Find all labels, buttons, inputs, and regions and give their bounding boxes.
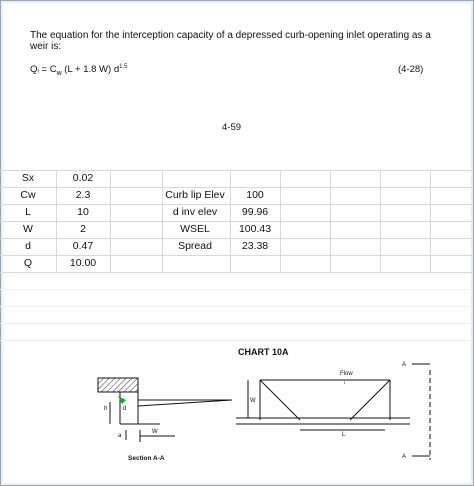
grid-line [0,323,472,324]
chart-10a-figure [0,340,472,480]
a-label-bottom: A [402,454,407,460]
section-label: Section A-A [128,455,165,462]
grid-line [380,170,381,272]
param-value[interactable]: 10.00 [69,257,97,269]
intro-text: The equation for the interception capacity of a depressed curb-opening inlet operating as a weir is: [30,30,431,52]
param-value[interactable]: 0.02 [72,172,94,184]
param-value[interactable]: 2 [80,223,86,235]
elev-label[interactable]: WSEL [180,223,210,235]
param-label[interactable]: Q [23,257,33,269]
a-small-label: a [118,433,122,439]
param-label[interactable]: Sx [21,172,35,184]
flow-label: Flow [340,371,353,377]
equation-rhs: (L + 1.8 W) d [61,64,120,76]
l-label: L [342,432,346,438]
elev-label[interactable]: Curb lip Elev [165,189,225,201]
w-small-label: W [152,429,158,435]
grid-line [280,170,281,272]
grid-line [0,272,472,273]
d-label: d [123,406,127,412]
grid-line [0,255,472,256]
equation-sub: w [56,70,62,78]
param-value[interactable]: 2.3 [75,189,91,201]
elev-label[interactable]: Spread [178,240,212,252]
grid-line [230,170,231,272]
grid-line [0,170,472,171]
grid-line [0,238,472,239]
plan-view-drawing [236,364,430,460]
param-value[interactable]: 0.47 [72,240,94,252]
grid-line [0,187,472,188]
param-label[interactable]: Cw [20,189,36,201]
green-arrow-icon [118,396,126,404]
elev-value[interactable]: 100 [246,189,264,201]
equation [30,64,127,77]
param-value[interactable]: 10 [77,206,89,218]
grid-line [0,306,472,307]
w-label: W [250,398,256,404]
grid-line [330,170,331,272]
grid-line [110,170,111,272]
param-label[interactable]: W [23,223,33,235]
equation-sup: 1.5 [119,64,128,70]
param-label[interactable]: d [25,240,31,252]
elev-value[interactable]: 99.96 [241,206,269,218]
flow-arrow-icon: ↓ [343,380,346,386]
h-label: h [104,406,108,412]
param-label[interactable]: L [25,206,31,218]
elev-value[interactable]: 23.38 [241,240,269,252]
elev-value[interactable]: 100.43 [238,223,272,235]
chart-title: CHART 10A [238,347,289,357]
a-label-top: A [402,362,407,368]
grid-line [162,170,163,272]
equation-lhs: Qᵢ = C [30,64,57,76]
page-number: 4-59 [222,122,242,133]
equation-number: (4-28) [398,64,424,75]
grid-line [0,204,472,205]
grid-line [430,170,431,272]
grid-line [0,221,472,222]
grid-line [0,289,472,290]
elev-label[interactable]: d inv elev [172,206,218,218]
